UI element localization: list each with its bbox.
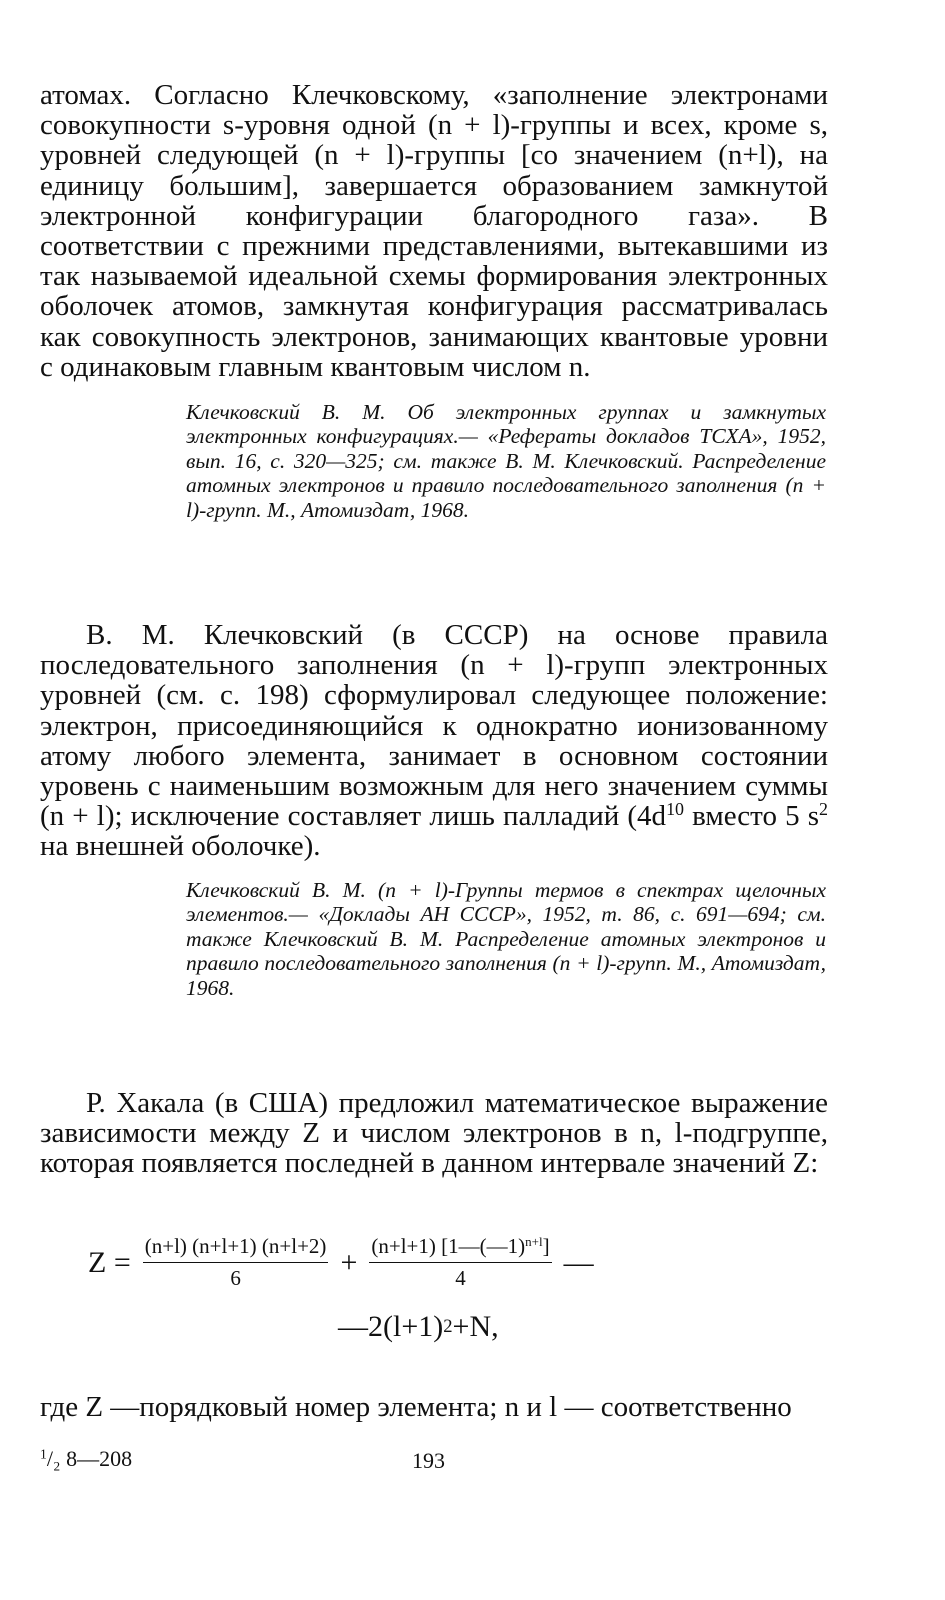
paragraph-text: вместо 5 s bbox=[684, 800, 820, 833]
formula-minus: — bbox=[563, 1245, 594, 1279]
formula-line-2-text: —2(l+1) bbox=[338, 1310, 444, 1343]
fraction-2-numerator-end: ] bbox=[542, 1234, 550, 1258]
superscript: 1 bbox=[40, 1446, 47, 1462]
formula-plus: + bbox=[340, 1245, 358, 1279]
printer-signature-mark bbox=[40, 1446, 132, 1472]
formula-lhs: Z = bbox=[88, 1245, 131, 1279]
paragraph-where-definitions: где Z —порядковый номер элемента; n и l — соответственно bbox=[40, 1391, 792, 1423]
reference-klechkovsky-1952-terms: Клечковский В. М. (n + l)-Группы термов в спектрах щелочных элементов.— «Доклады АН СССР», 1952, т. 86, с. 691—694; см. также Клечковский В. М. Распределение атомных электронов и правило последовательного заполнения (n + l)-групп. М., Атомиздат, 1968. bbox=[186, 878, 826, 1000]
paragraph-klechkovsky-ion-rule bbox=[40, 620, 828, 862]
fraction-1 bbox=[143, 1234, 329, 1291]
formula-line-2: —2(l+1) 2 +N, bbox=[338, 1310, 499, 1343]
signature-text: /₂ 8—208 bbox=[46, 1446, 133, 1471]
page-number: 193 bbox=[412, 1448, 445, 1473]
fraction-2 bbox=[369, 1234, 551, 1291]
superscript: 2 bbox=[819, 799, 828, 820]
paragraph-text: на внешней оболочке). bbox=[40, 830, 321, 863]
reference-klechkovsky-1952-groups: Клечковский В. М. Об электронных группах и замкнутых электронных конфигурациях.— «Рефераты докладов ТСХА», 1952, вып. 16, с. 320—325; см. также В. М. Клечковский. Распределение атомных электронов и правило последовательного заполнения (n + l)-групп. М., Атомиздат, 1968. bbox=[186, 400, 826, 522]
paragraph-hakala-expression: Р. Хакала (в США) предложил математическое выражение зависимости между Z и числом электронов в n, l-подгруппе, которая появляется последней в данном интервале значений Z: bbox=[40, 1087, 828, 1180]
fraction-1-denominator: 6 bbox=[230, 1266, 241, 1290]
fraction-2-numerator-text: (n+l+1) [1—(—1) bbox=[371, 1234, 526, 1258]
formula-line-2-end: +N, bbox=[452, 1310, 499, 1343]
superscript: n+l bbox=[525, 1233, 543, 1249]
fraction-2-denominator: 4 bbox=[455, 1266, 466, 1290]
paragraph-text: В. М. Клечковский (в СССР) на основе правила последовательного заполнения (n + l)-групп электронных уровней (см. с. 198) сформулировал следующее положение: электрон, присоединяющийся к однократно ионизованному атому любого элемента, занимает в основном состоянии уровень с наименьшим возможным для него значением суммы (n + l); исключение составляет лишь палладий (4d bbox=[40, 619, 828, 833]
fraction-1-numerator: (n+l) (n+l+1) (n+l+2) bbox=[143, 1234, 329, 1263]
paragraph-closed-configuration: атомах. Согласно Клечковскому, «заполнение электронами совокупности s-уровня одной (n + l)-группы и всех, кроме s, уровней следующей (n + l)-группы [со значением (n+l), на единицу бо́льшим], завершается образованием замкнутой электронной конфигурации благородного газа». В соответствии с прежними представлениями, вытекавшими из так называемой идеальной схемы формирования электронных оболочек атомов, замкнутая конфигурация рассматривалась как совокупность электронов, занимающих квантовые уровни с одинаковым главным квантовым числом n. bbox=[40, 79, 828, 383]
superscript: 10 bbox=[666, 799, 685, 820]
formula-line-1 bbox=[84, 1234, 598, 1291]
fraction-2-numerator bbox=[369, 1234, 551, 1263]
